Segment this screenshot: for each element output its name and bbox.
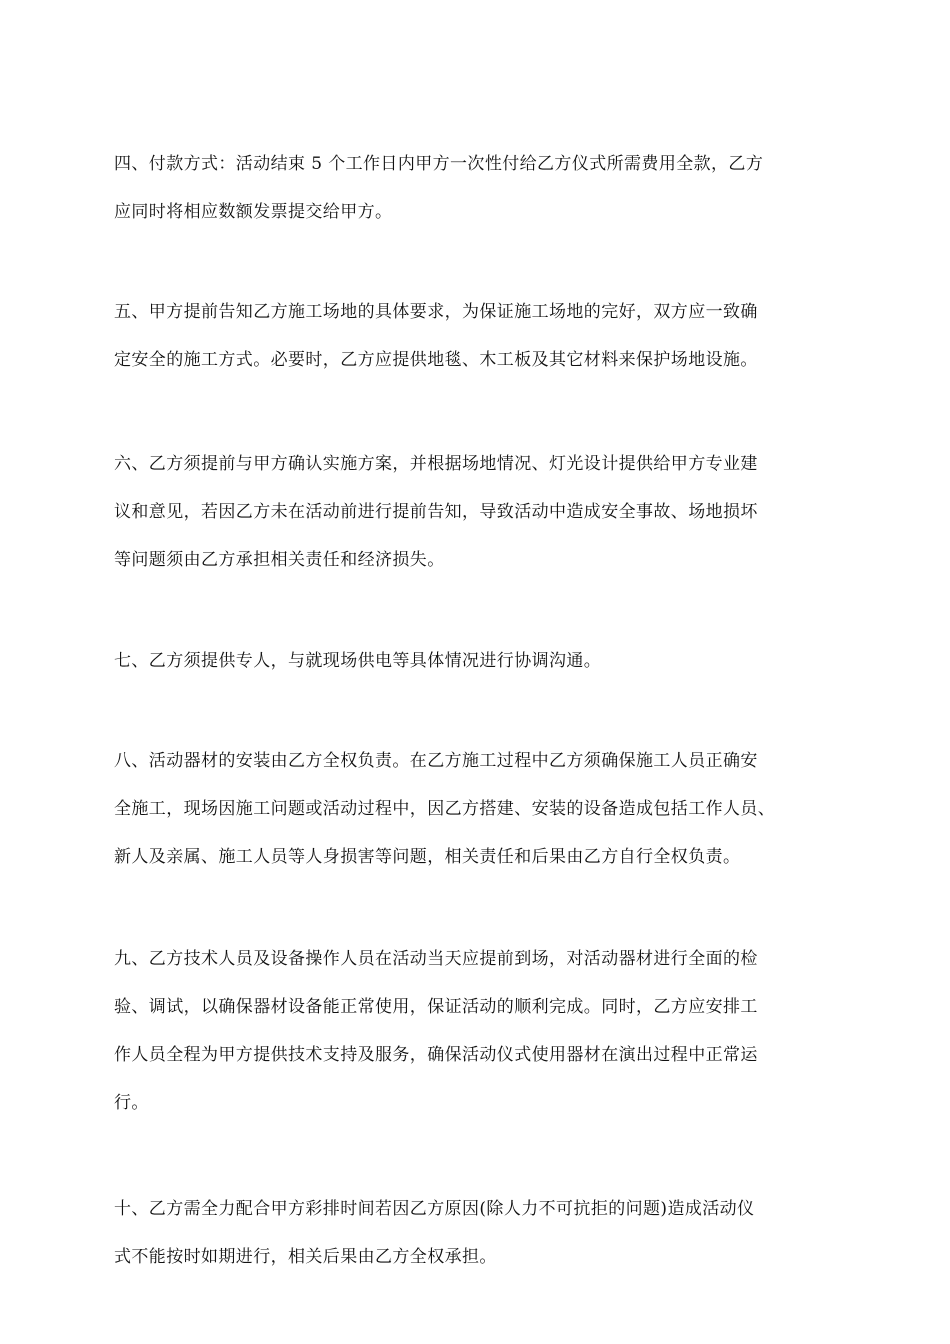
text-line: 行。 (114, 1093, 149, 1113)
clause-10-paragraph (114, 1185, 854, 1281)
text-line: 新人及亲属、施工人员等人身损害等问题，相关责任和后果由乙方自行全权负责。 (114, 847, 741, 867)
text-line: 五、甲方提前告知乙方施工场地的具体要求，为保证施工场地的完好，双方应一致确 (114, 302, 758, 322)
text-line: 作人员全程为甲方提供技术支持及服务，确保活动仪式使用器材在演出过程中正常运 (114, 1045, 758, 1065)
text-line: 九、乙方技术人员及设备操作人员在活动当天应提前到场，对活动器材进行全面的检 (114, 949, 758, 969)
clause-8-paragraph (114, 737, 854, 881)
text-line: 四、付款方式：活动结束 5 个工作日内甲方一次性付给乙方仪式所需费用全款，乙方 (114, 154, 764, 174)
text-line: 等问题须由乙方承担相关责任和经济损失。 (114, 550, 445, 570)
clause-4-paragraph (114, 140, 854, 236)
text-line: 七、乙方须提供专人，与就现场供电等具体情况进行协调沟通。 (114, 651, 602, 671)
text-line: 应同时将相应数额发票提交给甲方。 (114, 202, 393, 222)
text-line: 六、乙方须提前与甲方确认实施方案，并根据场地情况、灯光设计提供给甲方专业建 (114, 454, 758, 474)
clause-5-paragraph (114, 288, 854, 384)
text-line: 式不能按时如期进行，相关后果由乙方全权承担。 (114, 1247, 497, 1267)
clause-9-paragraph (114, 935, 854, 1127)
text-line: 全施工，现场因施工问题或活动过程中，因乙方搭建、安装的设备造成包括工作人员、 (114, 799, 776, 819)
clause-7-paragraph (114, 637, 854, 685)
text-line: 十、乙方需全力配合甲方彩排时间若因乙方原因(除人力不可抗拒的问题)造成活动仪 (114, 1199, 755, 1219)
text-line: 八、活动器材的安装由乙方全权负责。在乙方施工过程中乙方须确保施工人员正确安 (114, 751, 758, 771)
text-line: 定安全的施工方式。必要时，乙方应提供地毯、木工板及其它材料来保护场地设施。 (114, 350, 758, 370)
text-line: 验、调试，以确保器材设备能正常使用，保证活动的顺利完成。同时，乙方应安排工 (114, 997, 758, 1017)
text-line: 议和意见，若因乙方未在活动前进行提前告知，导致活动中造成安全事故、场地损坏 (114, 502, 758, 522)
clause-6-paragraph (114, 440, 854, 584)
